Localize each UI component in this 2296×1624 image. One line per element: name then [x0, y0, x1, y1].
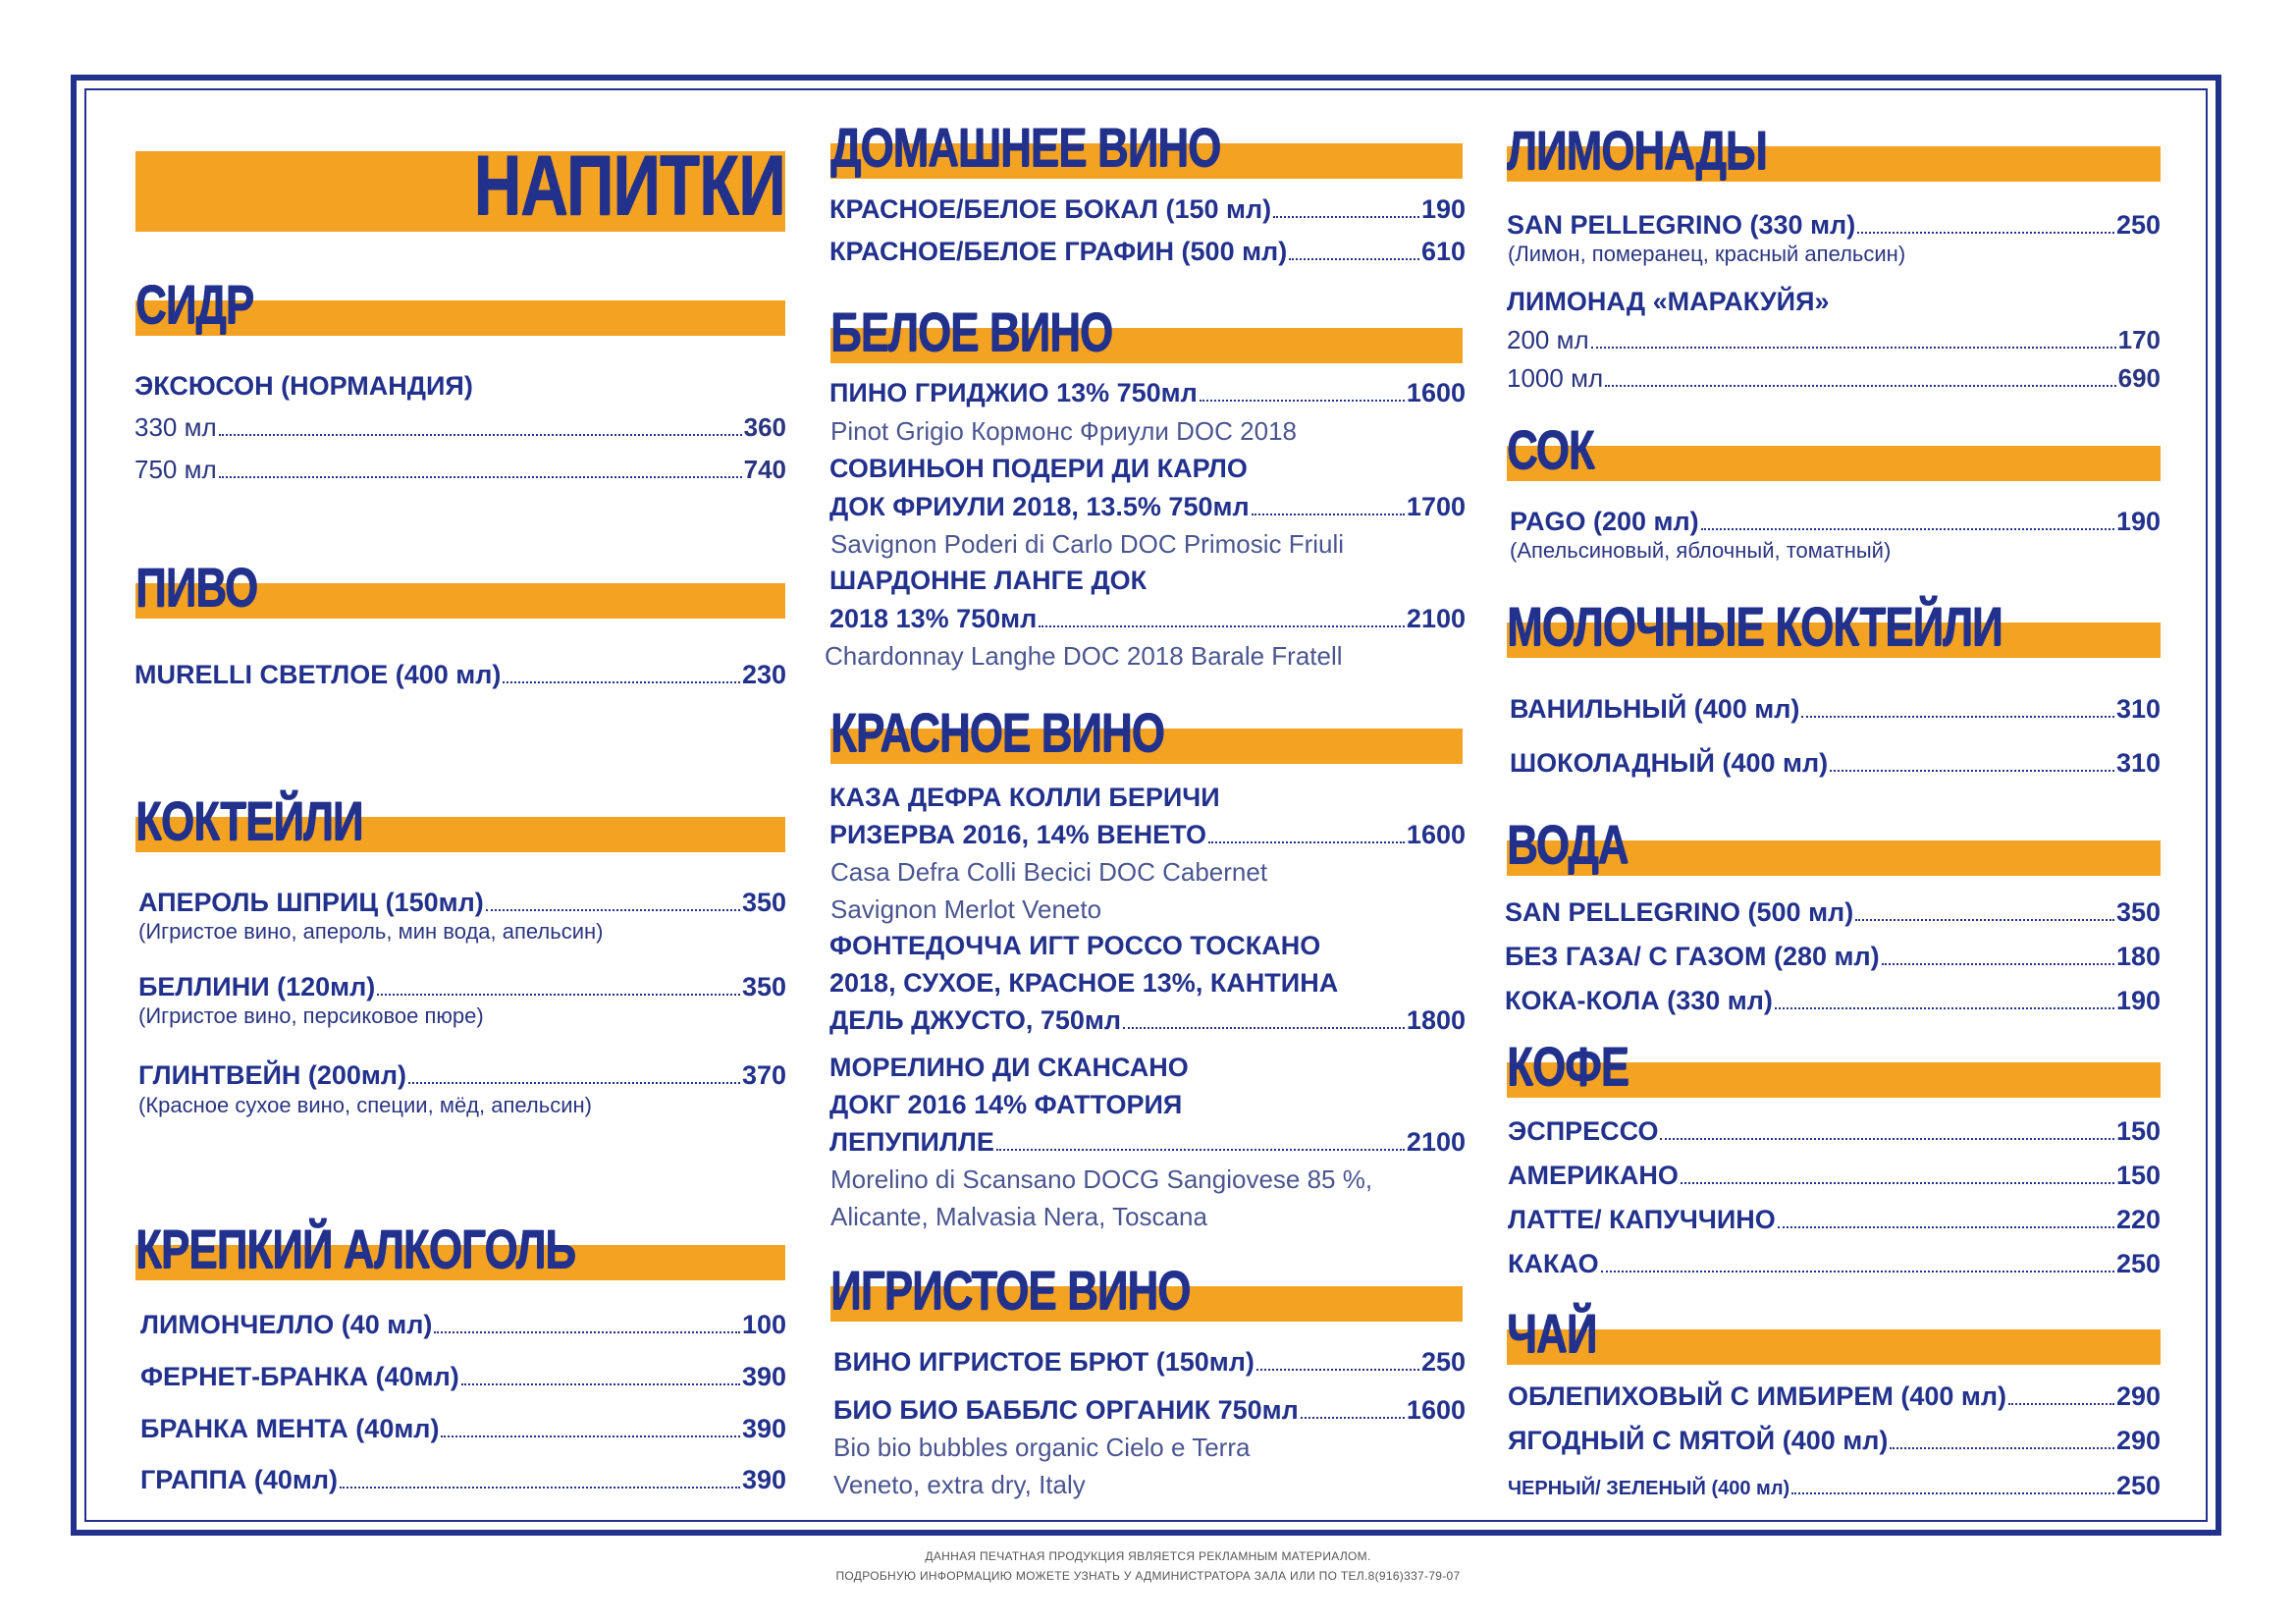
item-name-line: КАЗА ДЕФРА КОЛЛИ БЕРИЧИ [829, 783, 1220, 812]
leader-dots [1273, 215, 1419, 218]
item-name: ДОК ФРИУЛИ 2018, 13.5% 750мл [829, 492, 1250, 521]
leader-dots [1289, 257, 1419, 260]
list-item [1510, 694, 2161, 725]
footer-disclaimer: ДАННАЯ ПЕЧАТНАЯ ПРОДУКЦИЯ ЯВЛЯЕТСЯ РЕКЛАМНЫМ МАТЕРИАЛОМ. [925, 1549, 1371, 1563]
list-item [1508, 1205, 2161, 1235]
item-name: ВИНО ИГРИСТОЕ БРЮТ (150мл) [833, 1347, 1255, 1377]
leader-dots [1778, 1225, 2114, 1228]
list-item [134, 660, 786, 690]
leader-dots [340, 1486, 740, 1489]
list-item [829, 492, 1466, 522]
item-name-line: СОВИНЬОН ПОДЕРИ ДИ КАРЛО [829, 454, 1248, 483]
leader-dots [1775, 1006, 2114, 1009]
item-name: ЛЕПУПИЛЛЕ [829, 1127, 994, 1157]
list-item [1505, 986, 2161, 1016]
item-name: ЭСПРЕССО [1508, 1116, 1659, 1146]
item-description: (Красное сухое вино, специи, мёд, апельсин) [138, 1093, 592, 1117]
item-name: БРАНКА МЕНТА (40мл) [140, 1414, 440, 1443]
leader-dots [1200, 399, 1405, 402]
item-price: 350 [741, 888, 786, 917]
leader-dots [1791, 1491, 2114, 1494]
item-price: 310 [2115, 748, 2161, 778]
section-white-wine [830, 300, 1463, 363]
section-title: БЕЛОЕ ВИНО [830, 300, 1113, 362]
item-price: 690 [2117, 363, 2161, 393]
list-item [1505, 942, 2161, 972]
item-price: 370 [741, 1060, 786, 1090]
section-cocktails [135, 789, 785, 852]
list-item [1508, 1381, 2161, 1412]
item-price: 180 [2115, 942, 2161, 971]
item-name-line: ЛИМОНАД «МАРАКУЙЯ» [1507, 287, 1830, 316]
leader-dots [434, 1330, 740, 1333]
section-bar [1507, 446, 2161, 481]
item-note: Savignon Merlot Veneto [830, 894, 1102, 924]
item-name: АМЕРИКАНО [1508, 1161, 1679, 1190]
list-item [138, 1060, 786, 1091]
list-item [134, 455, 786, 485]
list-item [1508, 1161, 2161, 1191]
item-name: MURELLI СВЕТЛОЕ (400 мл) [134, 660, 502, 689]
menu-title-header [135, 110, 785, 232]
leader-dots [461, 1382, 740, 1385]
section-title: КРЕПКИЙ АЛКОГОЛЬ [135, 1218, 575, 1279]
section-strong-alcohol [135, 1218, 785, 1280]
item-price: 360 [743, 412, 786, 442]
list-item [140, 1362, 786, 1392]
item-name: БИО БИО БАББЛС ОРГАНИК 750мл [833, 1395, 1299, 1425]
leader-dots [1660, 1137, 2113, 1140]
item-name: ШОКОЛАДНЫЙ (400 мл) [1510, 748, 1829, 778]
list-item [829, 604, 1466, 634]
item-price: 290 [2115, 1381, 2161, 1411]
leader-dots [1890, 1446, 2114, 1449]
item-name: 200 мл [1507, 325, 1589, 354]
leader-dots [503, 680, 740, 683]
item-price: 610 [1420, 237, 1466, 266]
leader-dots [219, 433, 742, 436]
leader-dots [1601, 1270, 2114, 1272]
leader-dots [1701, 527, 2114, 530]
list-item [829, 194, 1466, 225]
item-name: КРАСНОЕ/БЕЛОЕ БОКАЛ (150 мл) [829, 194, 1272, 224]
list-item [1508, 1116, 2161, 1147]
item-name: SAN PELLEGRINO (330 мл) [1507, 210, 1856, 240]
item-name: БЕЗ ГАЗА/ С ГАЗОМ (280 мл) [1505, 942, 1880, 971]
section-bar [1507, 1329, 2161, 1365]
item-note: Pinot Grigio Кормонс Фриули DOC 2018 [830, 416, 1297, 446]
leader-dots [1301, 1416, 1405, 1419]
item-price: 740 [743, 455, 786, 484]
item-price: 1600 [1406, 820, 1466, 849]
item-price: 390 [741, 1362, 786, 1391]
item-price: 1600 [1406, 1395, 1466, 1425]
list-item [138, 888, 786, 918]
item-price: 190 [2115, 986, 2161, 1015]
leader-dots [1039, 624, 1405, 627]
list-item [1507, 363, 2161, 394]
section-lemonades [1507, 119, 2161, 182]
leader-dots [486, 908, 740, 911]
section-juice [1507, 418, 2161, 481]
section-title: КОФЕ [1507, 1035, 1629, 1097]
section-title: ВОДА [1507, 813, 1629, 875]
leader-dots [219, 475, 742, 478]
item-note: Morelino di Scansano DOCG Sangiovese 85 %, [830, 1164, 1373, 1194]
section-tea [1507, 1302, 2161, 1365]
item-note: Casa Defra Colli Becici DOC Cabernet [830, 857, 1268, 887]
item-name: ЛИМОНЧЕЛЛО (40 мл) [140, 1310, 433, 1339]
section-water [1507, 813, 2161, 876]
list-item [829, 378, 1466, 408]
leader-dots [1857, 231, 2114, 234]
list-item [1510, 748, 2161, 779]
list-item [1510, 507, 2161, 537]
item-note: Veneto, extra dry, Italy [833, 1470, 1086, 1499]
item-name: PAGO (200 мл) [1510, 507, 1699, 536]
item-name: SAN PELLEGRINO (500 мл) [1505, 897, 1854, 927]
leader-dots [1882, 962, 2114, 965]
section-title: МОЛОЧНЫЕ КОКТЕЙЛИ [1507, 595, 2002, 657]
leader-dots [1605, 384, 2116, 387]
item-name: ФЕРНЕТ-БРАНКА (40мл) [140, 1362, 459, 1391]
section-beer [135, 556, 785, 619]
list-item [829, 820, 1466, 850]
leader-dots [408, 1081, 740, 1084]
list-item [829, 237, 1466, 267]
list-item [833, 1347, 1466, 1378]
item-description: (Лимон, померанец, красный апельсин) [1508, 242, 1906, 266]
item-name: 750 мл [134, 455, 217, 484]
item-name: КРАСНОЕ/БЕЛОЕ ГРАФИН (500 мл) [829, 237, 1288, 266]
leader-dots [996, 1148, 1405, 1151]
item-price: 1800 [1406, 1005, 1466, 1035]
item-price: 2100 [1406, 1127, 1466, 1157]
item-price: 390 [741, 1465, 786, 1494]
item-description: (Игристое вино, персиковое пюре) [138, 1003, 484, 1028]
item-price: 190 [2115, 507, 2161, 536]
leader-dots [1208, 840, 1405, 843]
item-price: 350 [741, 972, 786, 1001]
leader-dots [441, 1435, 739, 1437]
item-price: 190 [1420, 194, 1466, 224]
item-name-line: ШАРДОННЕ ЛАНГЕ ДОК [829, 566, 1148, 595]
section-red-wine [830, 701, 1463, 764]
item-price: 2100 [1406, 604, 1466, 633]
item-name-line: МОРЕЛИНО ДИ СКАНСАНО [829, 1053, 1189, 1082]
section-house-wine [830, 116, 1463, 179]
item-price: 350 [2115, 897, 2161, 927]
list-item [1508, 1471, 2161, 1501]
leader-dots [1256, 1368, 1419, 1371]
item-description: (Апельсиновый, яблочный, томатный) [1510, 538, 1892, 563]
item-price: 100 [741, 1310, 786, 1339]
list-item [134, 412, 786, 443]
list-item [829, 1005, 1466, 1036]
list-item [1505, 897, 2161, 928]
leader-dots [1830, 769, 2114, 772]
section-sparkling-wine [830, 1259, 1463, 1322]
item-note: Savignon Poderi di Carlo DOC Primosic Friuli [830, 529, 1345, 559]
section-cider [135, 273, 785, 336]
section-title: КРАСНОЕ ВИНО [830, 701, 1164, 763]
leader-dots [1123, 1026, 1405, 1029]
item-price: 150 [2115, 1161, 2161, 1190]
item-name: ПИНО ГРИДЖИО 13% 750мл [829, 378, 1198, 407]
item-name: ДЕЛЬ ДЖУСТО, 750мл [829, 1005, 1122, 1035]
item-name-line: ФОНТЕДОЧЧА ИГТ РОССО ТОСКАНО [829, 931, 1321, 960]
leader-dots [2008, 1402, 2114, 1405]
leader-dots [1681, 1181, 2114, 1184]
item-price: 1700 [1406, 492, 1466, 521]
item-price: 390 [741, 1414, 786, 1443]
item-name: ЛАТТЕ/ КАПУЧЧИНО [1508, 1205, 1776, 1234]
item-price: 220 [2115, 1205, 2161, 1234]
item-name: ЧЕРНЫЙ/ ЗЕЛЕНЫЙ (400 мл) [1508, 1478, 1790, 1499]
item-description: (Игристое вино, апероль, мин вода, апельсин) [138, 919, 604, 944]
menu-title: НАПИТКИ [473, 138, 785, 233]
item-name: РИЗЕРВА 2016, 14% ВЕНЕТО [829, 820, 1206, 849]
list-item [140, 1414, 786, 1444]
item-price: 250 [2115, 1471, 2161, 1500]
list-item [140, 1465, 786, 1495]
item-name: ГЛИНТВЕЙН (200мл) [138, 1060, 407, 1090]
item-name: БЕЛЛИНИ (120мл) [138, 972, 376, 1001]
section-title: ПИВО [135, 556, 258, 618]
item-note: Chardonnay Langhe DOC 2018 Barale Fratell [825, 641, 1343, 671]
item-name: ОБЛЕПИХОВЫЙ С ИМБИРЕМ (400 мл) [1508, 1381, 2007, 1411]
list-item [1508, 1249, 2161, 1279]
section-title: ЛИМОНАДЫ [1507, 119, 1767, 181]
item-price: 250 [2115, 210, 2161, 240]
section-title: ДОМАШНЕЕ ВИНО [830, 116, 1221, 178]
item-price: 1600 [1406, 378, 1466, 407]
section-title: СОК [1507, 418, 1594, 480]
item-note: Alicante, Malvasia Nera, Toscana [830, 1202, 1207, 1231]
list-item [140, 1310, 786, 1340]
leader-dots [1252, 513, 1405, 515]
section-title: ИГРИСТОЕ ВИНО [830, 1259, 1191, 1321]
section-title: КОКТЕЙЛИ [135, 789, 363, 851]
cider-brand: ЭКСЮСОН (НОРМАНДИЯ) [134, 371, 473, 401]
leader-dots [377, 993, 740, 996]
leader-dots [1801, 715, 2114, 718]
section-title: ЧАЙ [1507, 1302, 1597, 1364]
item-note: Bio bio bubbles organic Cielo e Terra [833, 1433, 1251, 1462]
section-milkshakes [1507, 595, 2161, 658]
footer-contact: ПОДРОБНУЮ ИНФОРМАЦИЮ МОЖЕТЕ УЗНАТЬ У АДМИНИСТРАТОРА ЗАЛА ИЛИ ПО ТЕЛ.8(916)337-79-07 [835, 1569, 1461, 1583]
list-item [138, 972, 786, 1002]
list-item [1507, 325, 2161, 355]
section-coffee [1507, 1035, 2161, 1098]
item-name-line: ДОКГ 2016 14% ФАТТОРИЯ [829, 1090, 1183, 1119]
item-price: 290 [2115, 1426, 2161, 1455]
item-price: 250 [1420, 1347, 1466, 1377]
item-name-line: 2018, СУХОЕ, КРАСНОЕ 13%, КАНТИНА [829, 968, 1339, 998]
item-name: 1000 мл [1507, 363, 1604, 393]
list-item [833, 1395, 1466, 1426]
list-item [829, 1127, 1466, 1158]
item-name: ЯГОДНЫЙ С МЯТОЙ (400 мл) [1508, 1426, 1889, 1455]
item-price: 150 [2115, 1116, 2161, 1146]
item-price: 310 [2115, 694, 2161, 724]
list-item [1508, 1426, 2161, 1456]
section-title: СИДР [135, 273, 254, 335]
item-price: 250 [2115, 1249, 2161, 1278]
item-name: 330 мл [134, 412, 217, 442]
leader-dots [1855, 918, 2114, 921]
item-name: ВАНИЛЬНЫЙ (400 мл) [1510, 694, 1800, 724]
item-name: ГРАППА (40мл) [140, 1465, 339, 1494]
item-name: КАКАО [1508, 1249, 1599, 1278]
item-name: КОКА-КОЛА (330 мл) [1505, 986, 1773, 1015]
list-item [1507, 210, 2161, 241]
item-name: 2018 13% 750мл [829, 604, 1038, 633]
item-name: АПЕРОЛЬ ШПРИЦ (150мл) [138, 888, 484, 917]
leader-dots [1591, 346, 2116, 349]
item-price: 170 [2117, 325, 2161, 354]
item-price: 230 [741, 660, 786, 689]
